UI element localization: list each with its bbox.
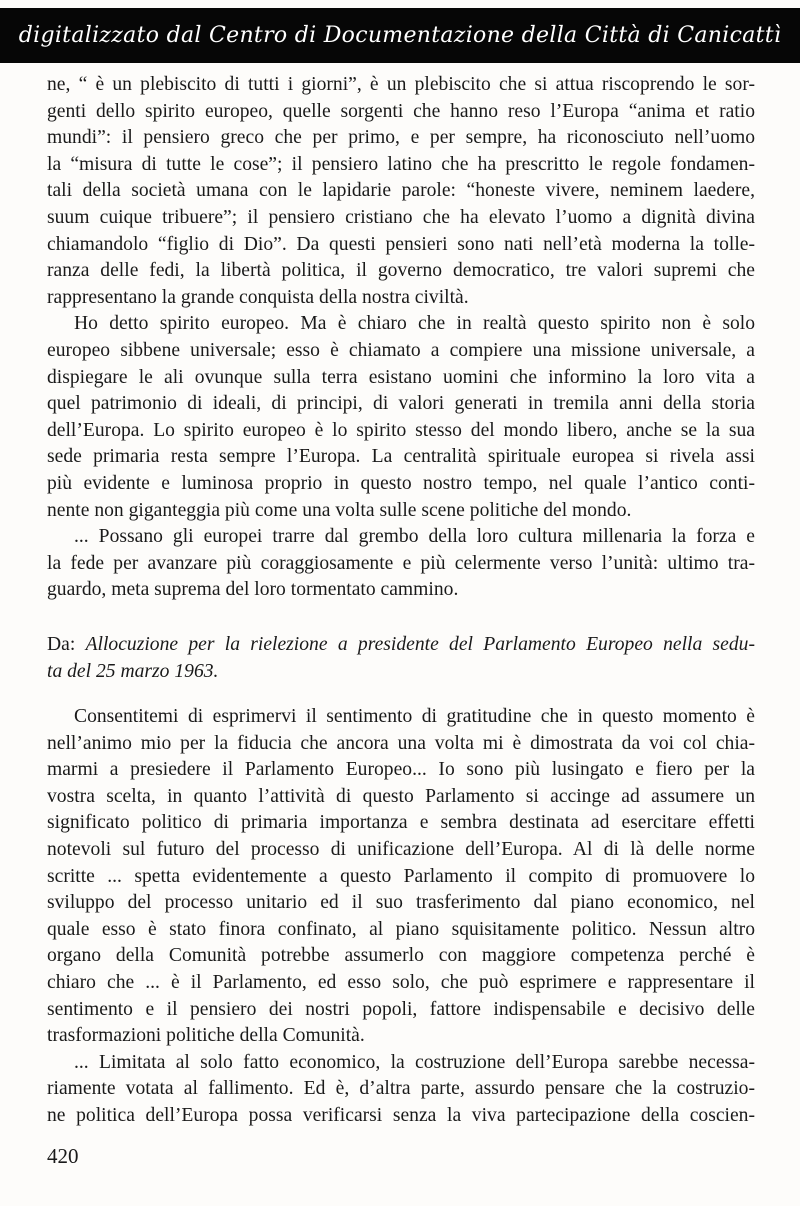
text-line: rappresentano la grande conquista della nostra civiltà. xyxy=(47,286,469,308)
paragraph xyxy=(47,524,755,604)
text-line: dell’Europa. Lo spirito europeo è lo spirito stesso del mondo libero, anche se la sua xyxy=(47,419,755,441)
text-line: dispiegare le ali ovunque sulla terra esistano uomini che informino la loro vita a xyxy=(47,366,755,388)
text-line: la fede per avanzare più coraggiosamente e più celermente verso l’unità: ultimo tra- xyxy=(47,552,755,574)
text-line: Ho detto spirito europeo. Ma è chiaro che in realtà questo spirito non è solo xyxy=(74,313,755,335)
text-line: ne politica dell’Europa possa verificarsi senza la viva partecipazione della coscien- xyxy=(47,1104,755,1126)
text-line: nente non giganteggia più come una volta sulle scene politiche del mondo. xyxy=(47,499,632,521)
paragraph xyxy=(47,704,755,1050)
text-line: riamente votata al fallimento. Ed è, d’altra parte, assurdo pensare che la costruzio- xyxy=(47,1078,755,1100)
paragraph xyxy=(47,1050,755,1130)
section-2-text xyxy=(47,704,755,1130)
citation-line: ta del 25 marzo 1963. xyxy=(47,660,219,682)
text-line: genti dello spirito europeo, quelle sorgenti che hanno reso l’Europa “anima et ratio xyxy=(47,100,755,122)
text-line: guardo, meta suprema del loro tormentato cammino. xyxy=(47,579,459,601)
text-line: significato politico di primaria importanza e sembra destinata ad esercitare effetti xyxy=(47,812,755,834)
text-line: ne, “ è un plebiscito di tutti i giorni”, è un plebiscito che si attua riscoprendo le sor- xyxy=(47,74,755,95)
text-line: sviluppo del processo unitario ed il suo trasferimento dal piano economico, nel xyxy=(47,892,755,914)
text-line: nell’animo mio per la fiducia che ancora una volta mi è dimostrata da voi col chia- xyxy=(47,732,755,754)
text-line: più evidente e luminosa proprio in questo nostro tempo, nel quale l’antico conti- xyxy=(47,472,755,494)
text-line: europeo sibbene universale; esso è chiamato a compiere una missione universale, a xyxy=(47,339,755,361)
text-line: trasformazioni politiche della Comunità. xyxy=(47,1025,365,1047)
text-line: suum cuique tribuere”; il pensiero cristiano che ha elevato l’uomo a dignità divina xyxy=(47,206,755,228)
text-line: scritte ... spetta evidentemente a questo Parlamento il compito di promuovere lo xyxy=(47,865,755,887)
text-line: quel patrimonio di ideali, di principi, di valori generati in tremila anni della storia xyxy=(47,393,755,415)
page-number: 420 xyxy=(47,1144,79,1168)
text-line: sede primaria resta sempre l’Europa. La centralità spirituale europea si rivela assi xyxy=(47,446,755,468)
text-line: ranza delle fedi, la libertà politica, il governo democratico, tre valori supremi che xyxy=(47,260,755,282)
text-line: mundi”: il pensiero greco che per primo, e per sempre, ha riconosciuto nell’uomo xyxy=(47,127,755,149)
text-line: notevoli sul futuro del processo di unificazione dell’Europa. Al di là delle norme xyxy=(47,838,755,860)
text-line: tali della società umana con le lapidarie parole: “honeste vivere, neminem laedere, xyxy=(47,180,755,202)
paragraph xyxy=(47,311,755,524)
text-line: chiaro che ... è il Parlamento, ed esso solo, che può esprimere e rappresentare il xyxy=(47,971,755,993)
text-line: Consentitemi di esprimervi il sentimento di gratitudine che in questo momento è xyxy=(74,706,755,727)
digitization-watermark: digitalizzato dal Centro di Documentazione della Città di Canicattì xyxy=(0,8,800,63)
citation-line xyxy=(47,632,755,659)
section-1-text xyxy=(47,72,755,604)
text-line: ... Possano gli europei trarre dal grembo della loro cultura millenaria la forza e xyxy=(74,526,755,548)
text-line: la “misura di tutte le cose”; il pensiero latino che ha prescritto le regole fondamen- xyxy=(47,153,755,175)
paragraph xyxy=(47,72,755,311)
source-citation xyxy=(47,632,755,685)
text-line: chiamandolo “figlio di Dio”. Da questi pensieri sono nati nell’età moderna la tolle- xyxy=(47,233,755,255)
text-line: organo della Comunità potrebbe assumerlo con maggiore competenza perché è xyxy=(47,945,755,967)
text-line: quale esso è stato finora confinato, al piano squisitamente politico. Nessun altro xyxy=(47,918,755,940)
text-line: marmi a presiedere il Parlamento Europeo... Io sono più lusingato e fiero per la xyxy=(47,759,755,781)
citation-prefix: Da: xyxy=(47,634,86,655)
text-line: ... Limitata al solo fatto economico, la costruzione dell’Europa sarebbe necessa- xyxy=(74,1051,755,1073)
text-line: sentimento e il pensiero dei nostri popoli, fattore indispensabile e decisivo delle xyxy=(47,998,755,1020)
citation-title: Allocuzione per la rielezione a presidente del Parlamento Europeo nella sedu- xyxy=(85,634,755,655)
text-line: vostra scelta, in quanto l’attività di questo Parlamento si accinge ad assumere un xyxy=(47,785,755,807)
